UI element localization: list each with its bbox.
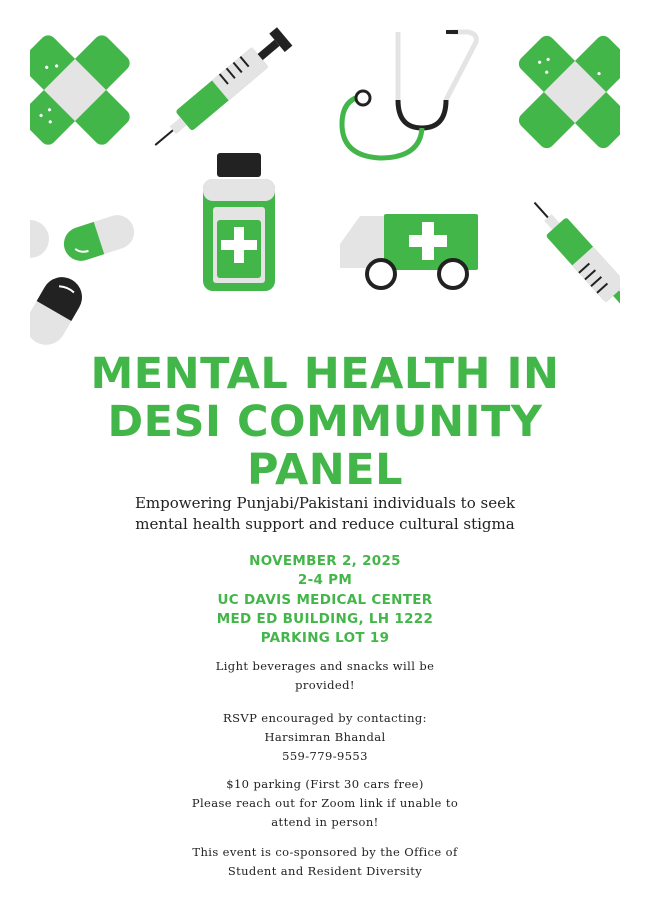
medicine-bottle-icon: [203, 153, 275, 291]
event-building: MED ED BUILDING, LH 1222: [216, 610, 434, 627]
rsvp-phone: 559-779-9553: [282, 749, 368, 763]
note-line: attend in person!: [271, 815, 379, 829]
note-line: Please reach out for Zoom link if unable to: [191, 796, 459, 810]
title-line: DESI COMMUNITY: [107, 397, 543, 447]
event-time: 2-4 PM: [297, 572, 353, 589]
stethoscope-icon: [342, 32, 476, 158]
refreshments-note: [0, 657, 650, 695]
syringe-icon: [147, 26, 293, 155]
pill-capsule-icon: [0, 200, 138, 360]
subtitle-line: Empowering Punjabi/Pakistani individuals to seek: [134, 494, 516, 512]
note-line: $10 parking (First 30 cars free): [226, 777, 424, 791]
note-line: provided!: [295, 678, 355, 692]
note-line: This event is co-sponsored by the Office of: [192, 845, 458, 859]
event-details: [0, 552, 650, 648]
rsvp-contact-name: Harsimran Bhandal: [264, 730, 386, 744]
event-title: [0, 350, 650, 494]
title-line: PANEL: [246, 445, 404, 495]
event-venue: UC DAVIS MEDICAL CENTER: [217, 591, 433, 608]
medical-icons-banner: [0, 0, 650, 360]
rsvp-line: RSVP encouraged by contacting:: [223, 711, 427, 725]
event-date: NOVEMBER 2, 2025: [249, 553, 401, 569]
subtitle-line: mental health support and reduce cultural stigma: [135, 515, 515, 533]
event-subtitle: [0, 493, 650, 535]
ambulance-icon: [340, 214, 478, 288]
event-parking-lot: PARKING LOT 19: [260, 630, 390, 647]
sponsor-note: [0, 843, 650, 881]
title-line: MENTAL HEALTH IN: [90, 349, 560, 399]
note-line: Student and Resident Diversity: [227, 864, 423, 878]
parking-note: [0, 775, 650, 832]
note-line: Light beverages and snacks will be: [215, 659, 435, 673]
rsvp-note: [0, 709, 650, 766]
